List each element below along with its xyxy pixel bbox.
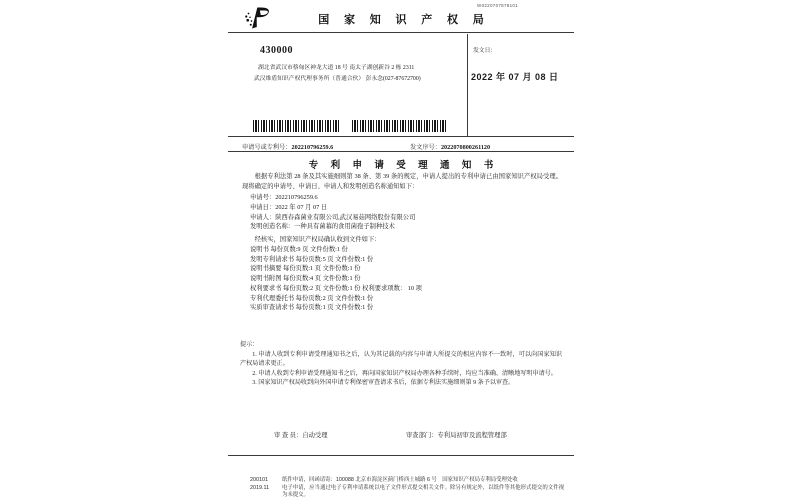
recipient-and-dispatch-section <box>228 34 574 137</box>
dispatch-date-label: 发文日： <box>473 48 497 54</box>
footer-row-electronic <box>250 485 564 499</box>
examiner-label: 审 查 员： <box>274 432 303 439</box>
document-header <box>228 0 574 33</box>
footer-instructions <box>250 477 564 501</box>
notes-title: 提示： <box>240 342 259 348</box>
electronic-filing-instruction: 电子申请，应当通过电子专利申请系统以电子文件形式提交相关文件。除另有规定外，以纸件等其他形式提交的文件视为未提交。 <box>282 485 564 499</box>
notice-intro-paragraph: 根据专利法第 28 条及其实施细则第 38 条、第 39 条的规定，申请人提出的专利申请已由国家知识产权局受理。现将确定的申请号、申请日、申请人和发明创造名称通知如下： <box>242 173 562 190</box>
serial-number-barcode <box>352 120 446 132</box>
received-documents-list <box>250 245 562 313</box>
dispatch-date-value: 2022 年 07 月 08 日 <box>471 72 559 82</box>
document-item: 发明专利请求书 每份页数:5 页 文件份数:1 份 <box>250 255 374 263</box>
document-item: 实质审查请求书 每份页数:1 页 文件份数:1 份 <box>250 304 374 312</box>
field-application-number: 申请号：202210796259.6 <box>250 194 318 201</box>
field-invention-title: 发明创造名称：一种具有菌幕的食用菌孢子制种技术 <box>250 223 395 231</box>
document-item: 权利要求书 每份页数:2 页 文件份数:1 份 权利要求项数： 10 项 <box>250 284 422 292</box>
department-label: 审查部门： <box>406 432 438 439</box>
footer-row-paper <box>250 477 564 484</box>
form-code: 200101 <box>250 477 268 483</box>
paper-filing-instruction: 纸件申请，回函请寄：100088 北京市海淀区蓟门桥西土城路 6 号 国家知识产权局专利局受理处收 <box>282 477 518 483</box>
document-item: 专利代理委托书 每份页数:2 页 文件份数:1 份 <box>250 294 374 302</box>
reference-numbers-row <box>228 138 574 152</box>
note-item: 1. 申请人收到专利申请受理通知书之后，认为其记载的内容与申请人所提交的相应内容不一致时，可以向国家知识产权局请求更正。 <box>240 352 562 368</box>
examiner-value: 自动受理 <box>302 432 328 439</box>
dispatch-serial <box>410 142 490 151</box>
note-item: 3. 国家知识产权局收到向外国申请专利保密审查请求书后，依据专利法实施细则第 9 条予以审查。 <box>252 379 515 386</box>
form-version-date: 2019.11 <box>250 485 270 492</box>
application-number-label: 申请号或专利号： <box>242 144 292 151</box>
application-number-barcode <box>253 120 339 132</box>
document-item: 说明书 每份页数:9 页 文件份数:1 份 <box>250 246 348 253</box>
application-fields <box>250 193 562 232</box>
footer-divider <box>228 455 574 456</box>
agency-title: 国 家 知 识 产 权 局 <box>318 14 490 26</box>
document-item: 说明书摘要 每份页数:1 页 文件份数:1 份 <box>250 265 361 273</box>
dispatch-serial-label: 发文序号： <box>410 144 441 151</box>
examining-department <box>406 430 507 439</box>
notice-title: 专 利 申 请 受 理 通 知 书 <box>308 161 499 171</box>
application-number-value: 202210796259.6 <box>291 144 334 151</box>
recipient-postcode: 430000 <box>260 45 293 56</box>
document-barcode-number: W0220707878101 <box>477 3 518 8</box>
department-value: 专利局初审及流程管理部 <box>437 432 507 439</box>
examiner <box>274 430 328 439</box>
document-item: 说明书附图 每份页数:4 页 文件份数:1 份 <box>250 275 361 283</box>
application-number <box>242 142 333 151</box>
recipient-address: 湖北省武汉市蔡甸区神龙大道 18 号 南太子湖创新谷 2 栋 2311 <box>258 65 415 71</box>
recipient-agency: 武汉维盾知识产权代理事务所（普通合伙） 彭永念(027-87672700) <box>254 76 421 82</box>
dispatch-serial-value: 2022070800261120 <box>440 144 491 151</box>
field-applicant: 申请人：陕西春森菌业有限公司,武汉易菇网络股份有限公司 <box>250 213 416 221</box>
patent-acceptance-notice-page <box>228 0 574 500</box>
notes-section <box>240 341 562 388</box>
received-documents-heading: 经核实，国家知识产权局确认收到文件如下： <box>254 236 381 243</box>
dispatch-box-divider <box>467 34 468 136</box>
note-item: 2. 申请人收到专利申请受理通知书之后，再向国家知识产权局办理各种手续时，均应当准确、清晰地写明申请号。 <box>252 370 557 377</box>
field-application-date: 申请日：2022 年 07 月 07 日 <box>250 203 328 211</box>
